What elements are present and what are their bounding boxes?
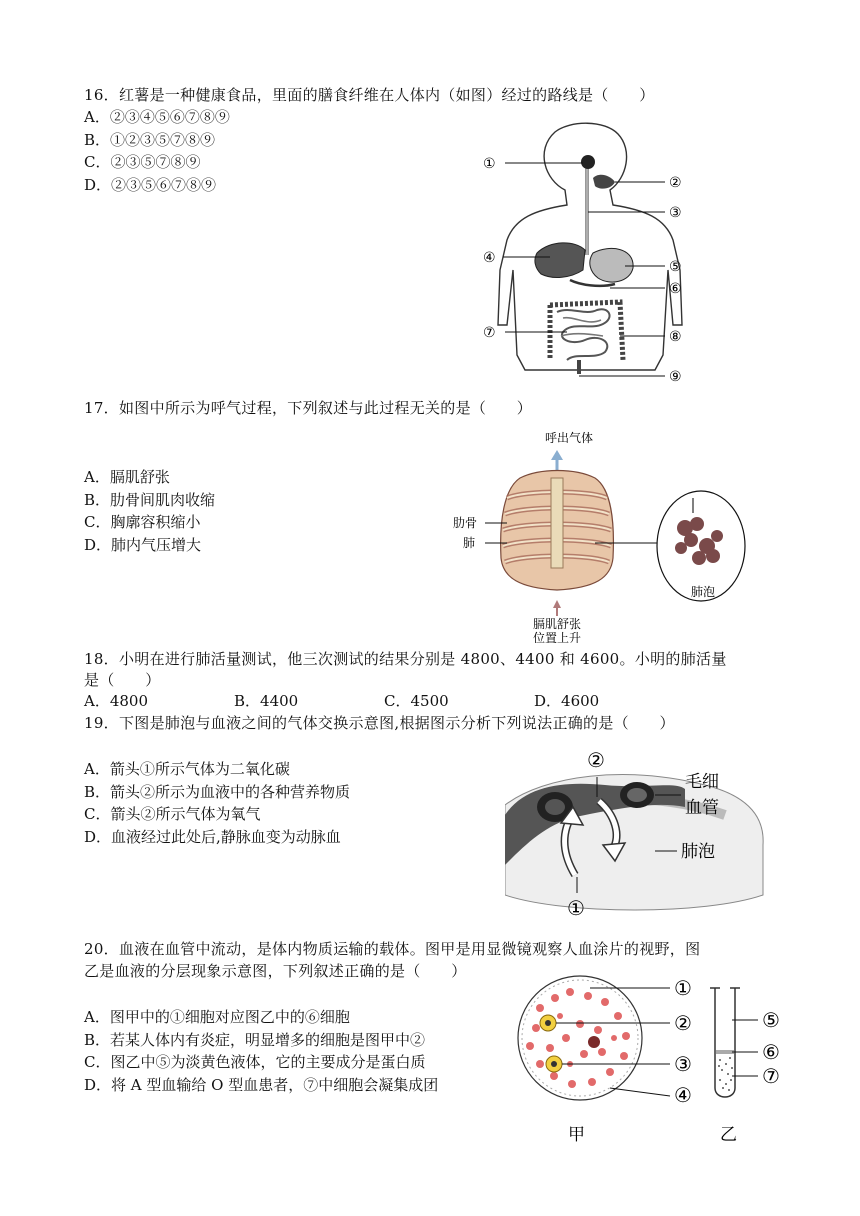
tube-label-6: ⑥ xyxy=(762,1040,780,1064)
q19-option-b[interactable]: B．箭头②所示为血液中的各种营养物质 xyxy=(84,782,351,801)
q19-option-c[interactable]: C．箭头②所示气体为氧气 xyxy=(84,805,261,823)
q16-option-b[interactable]: B．①②③⑤⑦⑧⑨ xyxy=(84,130,216,149)
rib-label: 肋骨 xyxy=(453,516,478,530)
digestive-label-9: ⑨ xyxy=(669,369,682,385)
digestive-label-8: ⑧ xyxy=(669,329,682,345)
digestive-label-2: ② xyxy=(669,175,682,191)
figure-yi-label: 乙 xyxy=(720,1125,737,1145)
q18-stem-line1: 18．小明在进行肺活量测试，他三次测试的结果分别是 4800、4400 和 4600。小明的肺活量 xyxy=(84,650,727,668)
gas-alveolus-label: 肺泡 xyxy=(681,842,715,862)
q16-option-a[interactable]: A．②③④⑤⑥⑦⑧⑨ xyxy=(84,108,230,126)
tube-label-7: ⑦ xyxy=(762,1064,780,1088)
q18-option-d[interactable]: D．4600 xyxy=(534,692,600,710)
q17-option-b[interactable]: B．肋骨间肌肉收缩 xyxy=(84,490,216,509)
exhale-label: 呼出气体 xyxy=(545,431,594,445)
digestive-label-4: ④ xyxy=(483,250,496,266)
tube-label-5: ⑤ xyxy=(762,1008,780,1032)
gas-exchange-figure xyxy=(505,745,765,920)
capillary-label-2: 血管 xyxy=(685,798,719,818)
q20-stem-line2: 乙是血液的分层现象示意图，下列叙述正确的是（ ） xyxy=(84,962,467,980)
q20-options xyxy=(84,1006,438,1096)
q18-options xyxy=(84,690,704,711)
q19-option-a[interactable]: A．箭头①所示气体为二氧化碳 xyxy=(84,760,290,778)
blood-figure xyxy=(510,968,800,1153)
digestive-label-6: ⑥ xyxy=(669,281,682,297)
q20-stem-line1: 20．血液在血管中流动，是体内物质运输的载体。图甲是用显微镜观察人血涂片的视野，图 xyxy=(84,940,701,958)
q16-stem: 16．红薯是一种健康食品，里面的膳食纤维在人体内（如图）经过的路线是（ ） xyxy=(84,86,655,104)
q20-option-d[interactable]: D．将 A 型血输给 O 型血患者，⑦中细胞会凝集成团 xyxy=(84,1075,439,1094)
q20-option-a[interactable]: A．图甲中的①细胞对应图乙中的⑥细胞 xyxy=(84,1008,350,1026)
q18-option-c[interactable]: C．4500 xyxy=(384,692,449,710)
q18-option-a[interactable]: A．4800 xyxy=(84,692,149,710)
lung-label: 肺 xyxy=(463,536,476,550)
q16-options xyxy=(84,106,230,196)
digestive-label-1: ① xyxy=(483,156,496,172)
q17-option-c[interactable]: C．胸廓容积缩小 xyxy=(84,513,201,531)
q16-option-d[interactable]: D．②③⑤⑥⑦⑧⑨ xyxy=(84,175,217,194)
q19-options xyxy=(84,758,350,848)
digestive-label-3: ③ xyxy=(669,205,682,221)
q17-option-a[interactable]: A．膈肌舒张 xyxy=(84,468,170,486)
q18-stem-line2: 是（ ） xyxy=(84,671,161,689)
q17-stem: 17．如图中所示为呼气过程，下列叙述与此过程无关的是（ ） xyxy=(84,399,533,417)
gas-arrow-2-label: ② xyxy=(587,748,605,772)
digestive-label-7: ⑦ xyxy=(483,325,496,341)
figure-jia-label: 甲 xyxy=(568,1125,585,1145)
capillary-label-1: 毛细 xyxy=(685,772,719,792)
blood-label-2: ② xyxy=(674,1011,692,1035)
blood-label-4: ④ xyxy=(674,1083,692,1107)
diaphragm-label-2: 位置上升 xyxy=(533,631,582,643)
q19-option-d[interactable]: D．血液经过此处后,静脉血变为动脉血 xyxy=(84,827,341,846)
q17-options xyxy=(84,466,215,556)
q20-option-c[interactable]: C．图乙中⑤为淡黄色液体，它的主要成分是蛋白质 xyxy=(84,1053,426,1071)
alveolus-label: 肺泡 xyxy=(691,585,716,599)
q18-option-b[interactable]: B．4400 xyxy=(234,692,299,710)
digestive-system-figure xyxy=(475,120,705,390)
blood-label-1: ① xyxy=(674,976,692,1000)
exhalation-figure xyxy=(445,428,755,643)
q19-stem: 19．下图是肺泡与血液之间的气体交换示意图,根据图示分析下列说法正确的是（ ） xyxy=(84,714,675,732)
digestive-label-5: ⑤ xyxy=(669,259,682,275)
gas-arrow-1-label: ① xyxy=(567,896,585,920)
q20-option-b[interactable]: B．若某人体内有炎症，明显增多的细胞是图甲中② xyxy=(84,1030,426,1049)
diaphragm-label-1: 膈肌舒张 xyxy=(533,617,582,631)
q16-option-c[interactable]: C．②③⑤⑦⑧⑨ xyxy=(84,153,201,171)
q17-option-d[interactable]: D．肺内气压增大 xyxy=(84,535,202,554)
blood-label-3: ③ xyxy=(674,1052,692,1076)
